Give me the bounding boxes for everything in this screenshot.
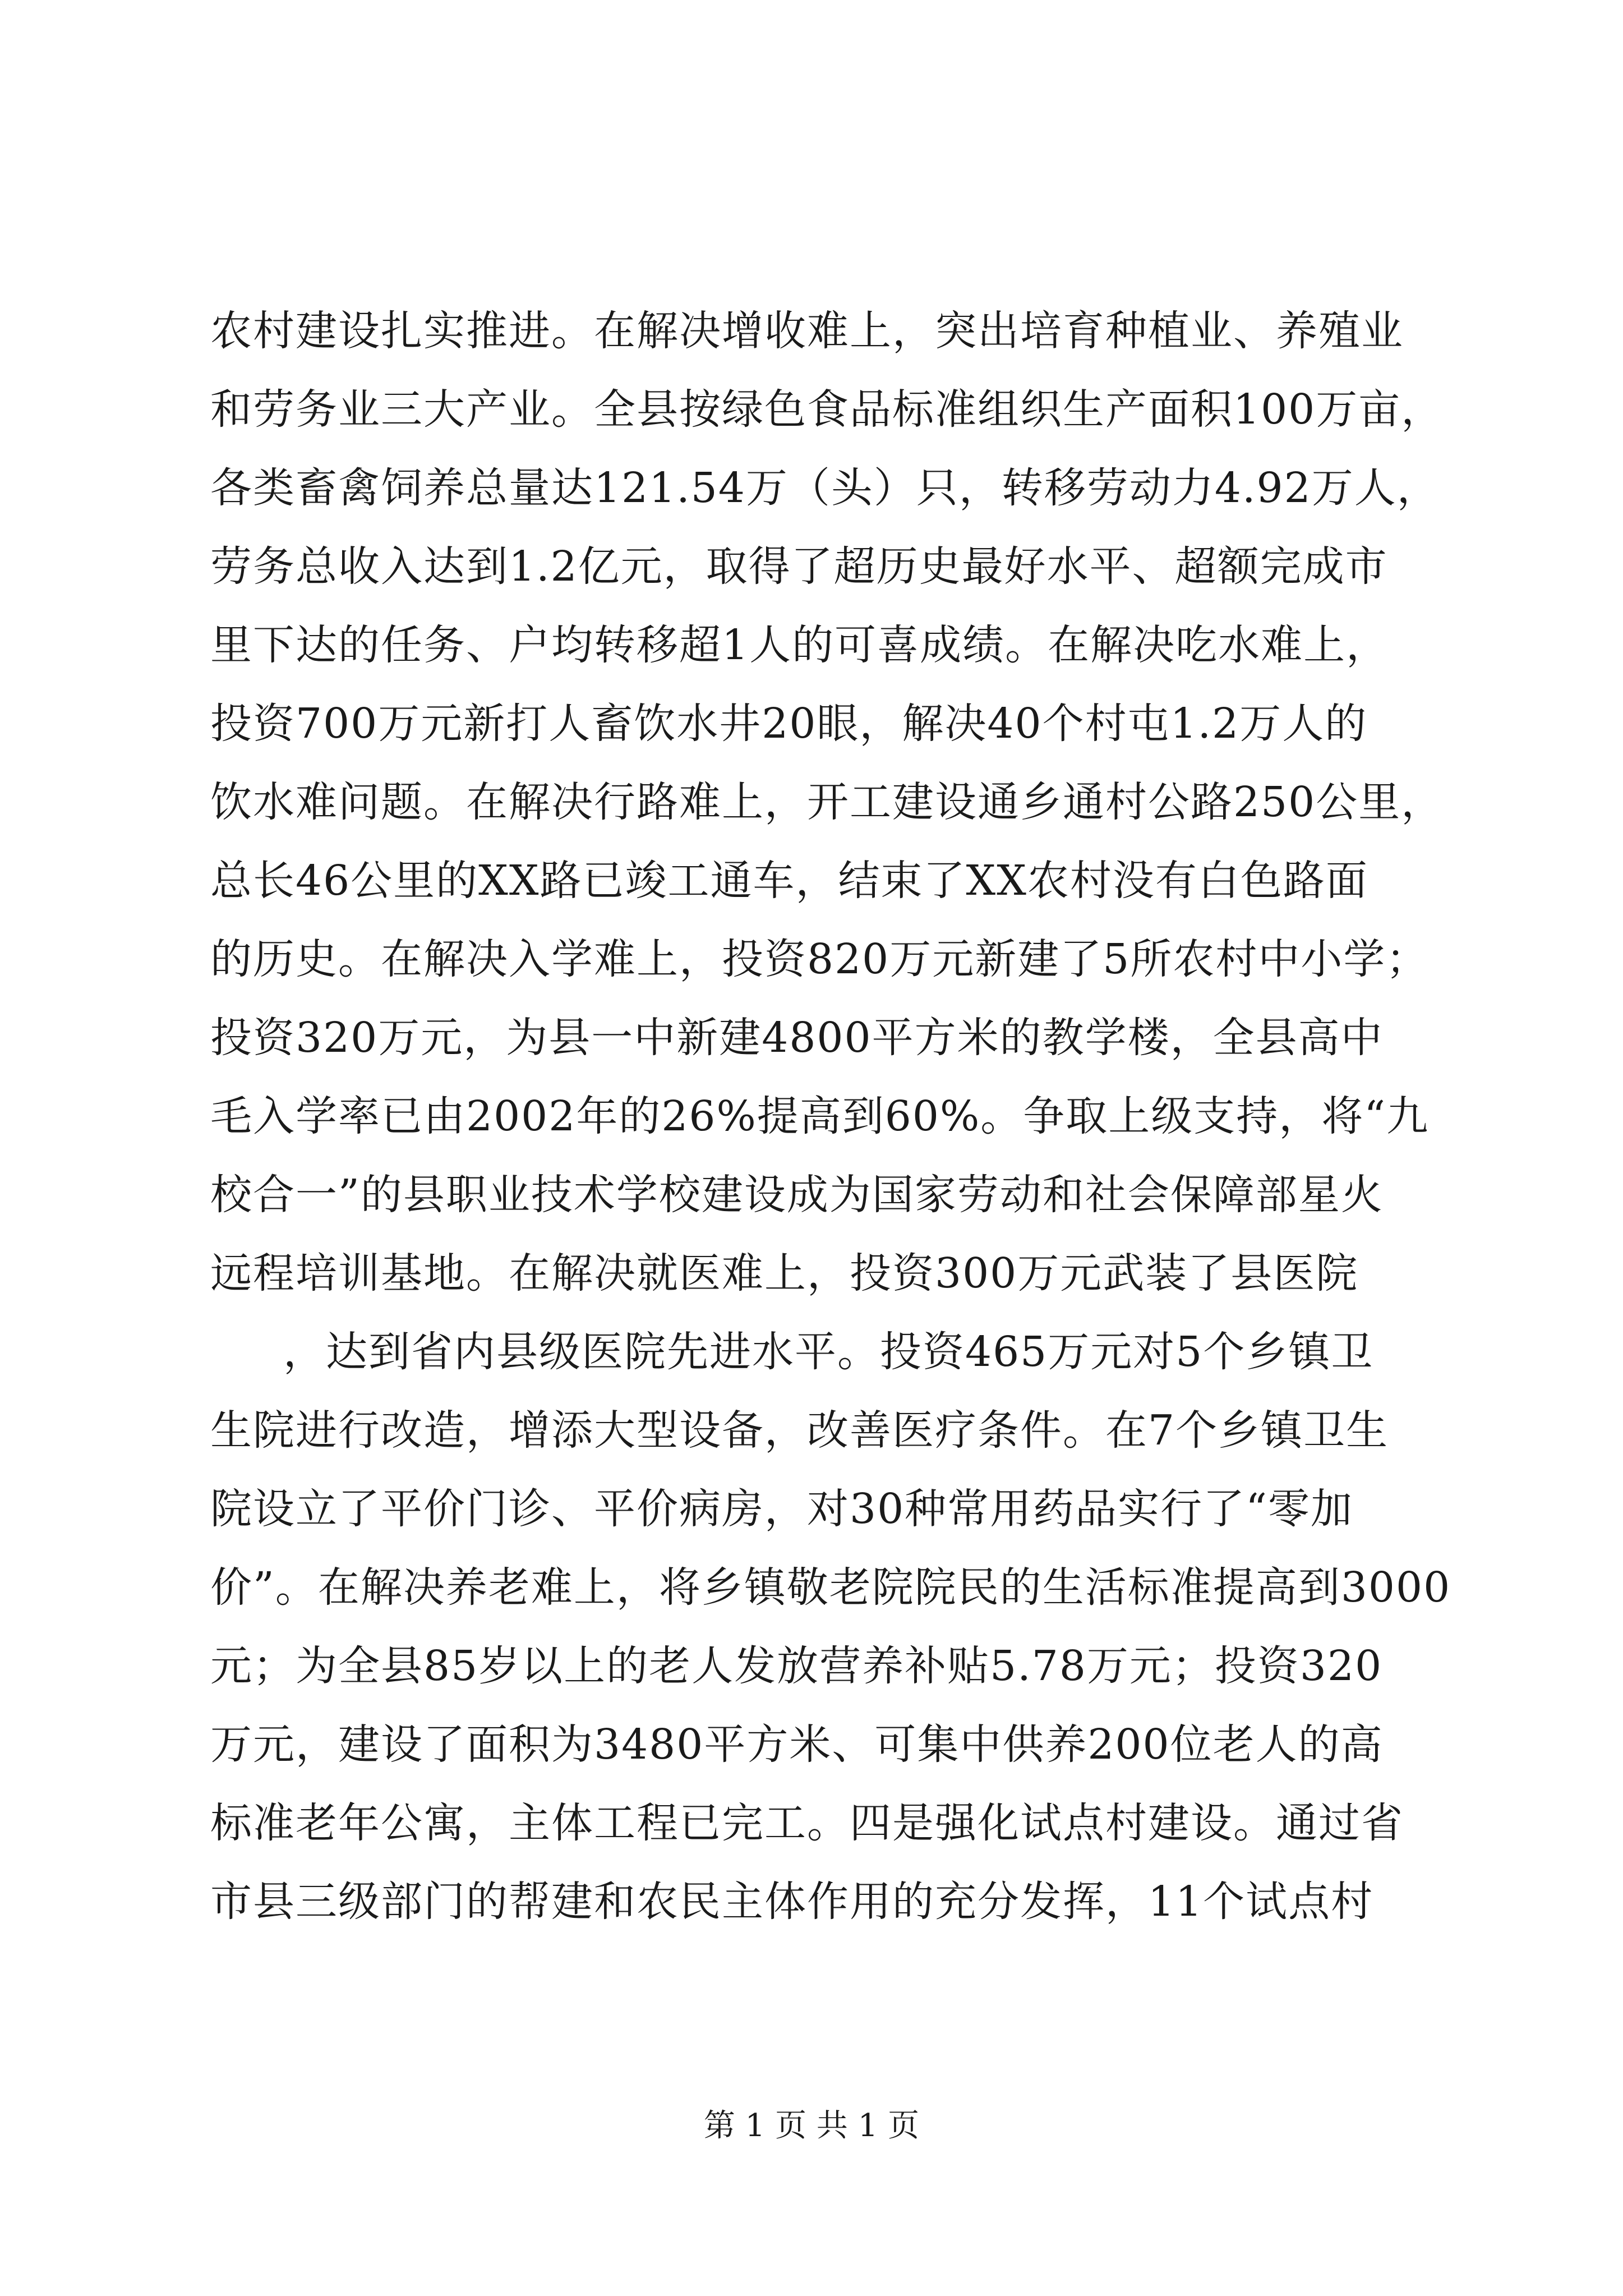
page-footer: 第 1 页 共 1 页 — [703, 2108, 920, 2144]
text-line: 里下达的任务、户均转移超1人的可喜成绩。在解决吃水难上， — [210, 621, 1389, 669]
text-line: 标准老年公寓，主体工程已完工。四是强化试点村建设。通过省 — [210, 1799, 1404, 1847]
text-line: ，达到省内县级医院先进水平。投资465万元对5个乡镇卫 — [283, 1328, 1374, 1376]
text-line: 元；为全县85岁以上的老人发放营养补贴5.78万元；投资320 — [210, 1642, 1383, 1690]
text-line: 总长46公里的XX路已竣工通车，结束了XX农村没有白色路面 — [210, 857, 1368, 905]
text-line: 校合一”的县职业技术学校建设成为国家劳动和社会保障部星火 — [210, 1171, 1384, 1219]
text-line: 的历史。在解决入学难上，投资820万元新建了5所农村中小学； — [210, 935, 1429, 983]
text-line: 毛入学率已由2002年的26%提高到60%。争取上级支持，将“九 — [210, 1092, 1430, 1140]
text-line: 农村建设扎实推进。在解决增收难上，突出培育种植业、养殖业 — [210, 307, 1404, 355]
text-line: 院设立了平价门诊、平价病房，对30种常用药品实行了“零加 — [210, 1485, 1353, 1533]
text-line: 劳务总收入达到1.2亿元，取得了超历史最好水平、超额完成市 — [210, 542, 1388, 591]
text-line: 生院进行改造，增添大型设备，改善医疗条件。在7个乡镇卫生 — [210, 1406, 1389, 1455]
text-line: 投资700万元新打人畜饮水井20眼，解决40个村屯1.2万人的 — [210, 700, 1368, 748]
text-line: 和劳务业三大产业。全县按绿色食品标准组织生产面积100万亩， — [210, 385, 1444, 434]
text-line: 价”。在解决养老难上，将乡镇敬老院院民的生活标准提高到3000 — [210, 1563, 1451, 1612]
text-line: 各类畜禽饲养总量达121.54万（头）只，转移劳动力4.92万人， — [210, 464, 1440, 512]
text-line: 远程培训基地。在解决就医难上，投资300万元武装了县医院 — [210, 1249, 1359, 1297]
text-line: 投资320万元，为县一中新建4800平方米的教学楼，全县高中 — [210, 1014, 1384, 1062]
text-line: 饮水难问题。在解决行路难上，开工建设通乡通村公路250公里， — [210, 778, 1444, 826]
text-line: 市县三级部门的帮建和农民主体作用的充分发挥，11个试点村 — [210, 1878, 1374, 1926]
text-line: 万元，建设了面积为3480平方米、可集中供养200位老人的高 — [210, 1720, 1384, 1769]
